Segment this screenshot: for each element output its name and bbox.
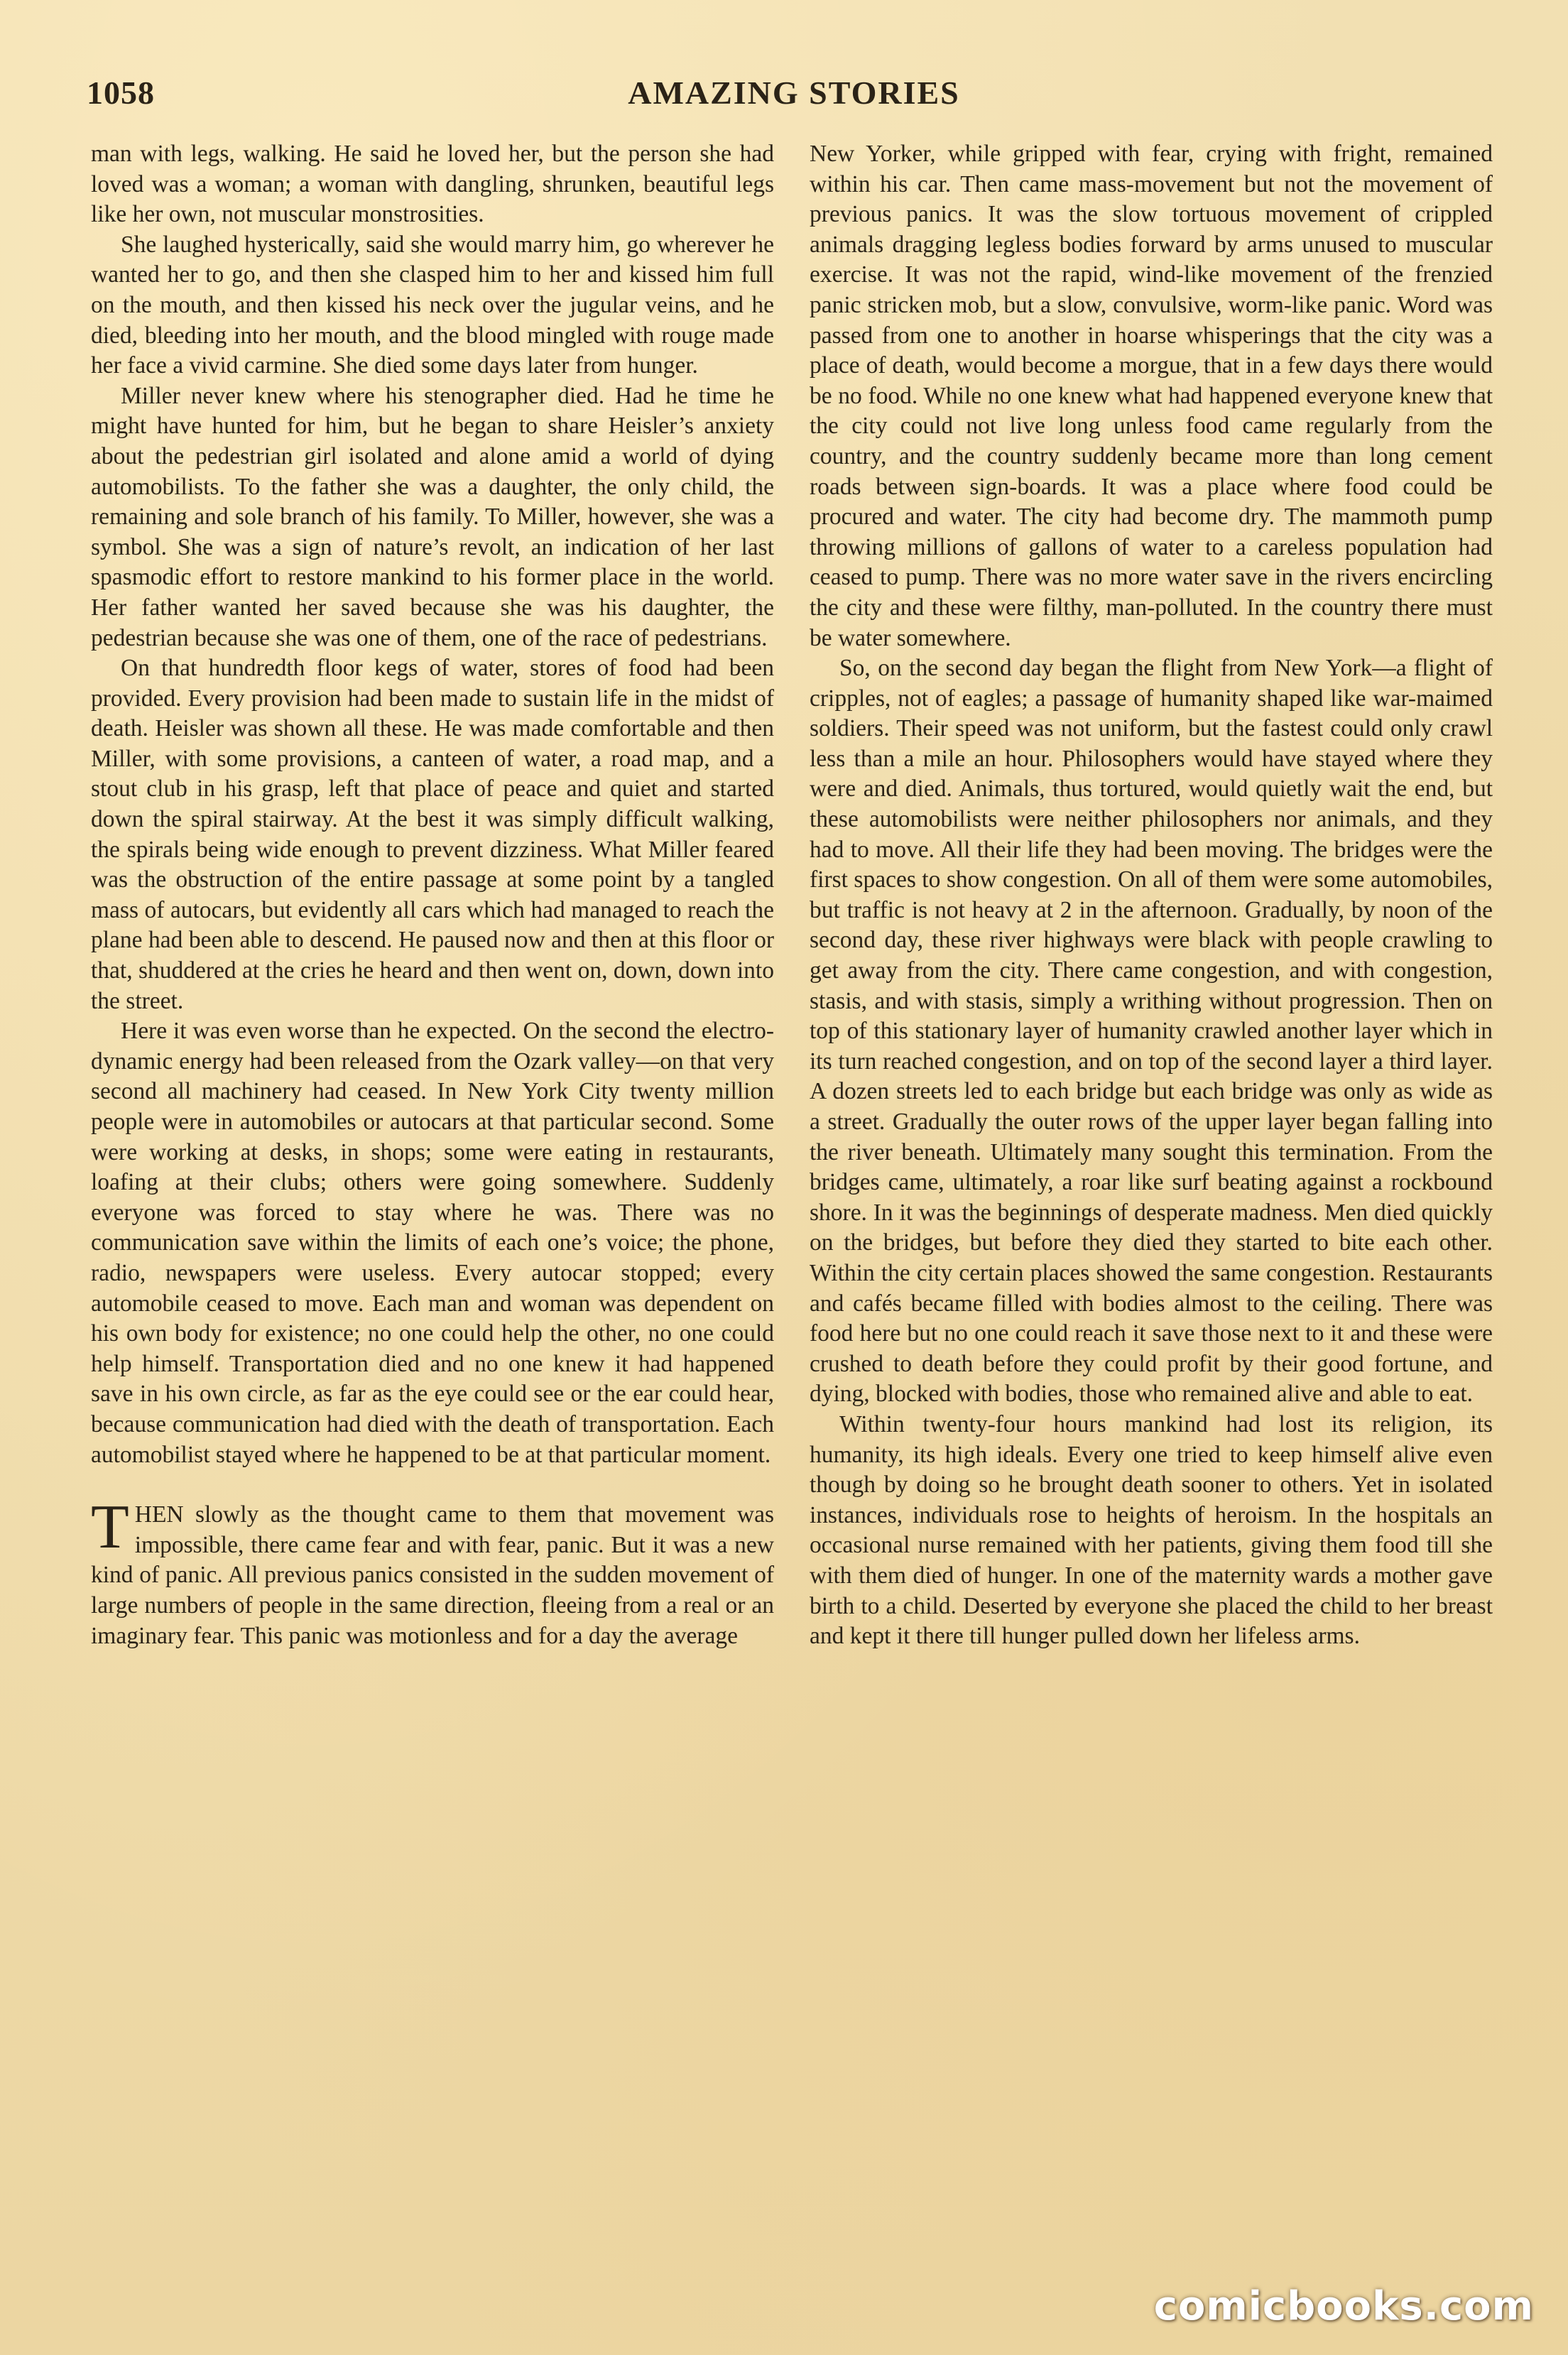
paragraph: New Yorker, while gripped with fear, crying with fright, remained within his car. Then came mass-movement but not the movement of previous panics. It was the slow tortuous movement of crippled animals dragging legless bodies forward by arms unused to muscular exercise. It was not the rapid, wind-like movement of the frenzied panic stricken mob, but a slow, convulsive, worm-like panic. Word was passed from one to another in hoarse whisperings that the city was a place of death, would become a morgue, that in a few days there would be no food. While no one knew what had happened everyone knew that the city could not live long unless food came regularly from the country, and the country suddenly became more than long cement roads between sign-boards. It was a place where food could be procured and water. The city had become dry. The mammoth pump throwing millions of gallons of water to a careless population had ceased to pump. There was no more water save in the rivers encircling the city and these were filthy, man-polluted. In the country there must be water somewhere. xyxy=(810,141,1493,651)
paragraph: On that hundredth floor kegs of water, stores of food had been provided. Every provision had been made to sustain life in the midst of death. Heisler was shown all these. He was made comfortable and then Miller, with some provisions, a canteen of water, a road map, and a stout club in his grasp, left that place of peace and quiet and started down the spiral stairway. At the best it was simply difficult walking, the spirals being wide enough to prevent dizziness. What Miller feared was the obstruction of the entire passage at some point by a tangled mass of autocars, but evidently all cars which had managed to reach the plane had been able to descend. He paused now and then at this floor or that, shuddered at the cries he heard and then went on, down, down into the street. xyxy=(91,655,774,1014)
right-column xyxy=(810,139,1493,1652)
left-column xyxy=(91,139,774,1651)
drop-cap: T xyxy=(91,1493,129,1562)
paragraph: She laughed hysterically, said she would marry him, go wherever he wanted her to go, and then she clasped him to her and kissed him full on the mouth, and then kissed his neck over the jugular veins, and he died, bleeding into her mouth, and the blood mingled with rouge made her face a vivid carmine. She died some days later from hunger. xyxy=(91,231,774,379)
paragraph: Within twenty-four hours mankind had lost its religion, its humanity, its high ideals. Every one tried to keep himself alive even though by doing so he brought death sooner to others. Yet in isolated instances, individuals rose to heights of heroism. In the hospitals an occasional nurse remained with her patients, giving them food till she with them died of hunger. In one of the maternity wards a mother gave birth to a child. Deserted by everyone she placed the child to her breast and kept it there till hunger pulled down her lifeless arms. xyxy=(810,1410,1493,1650)
running-title: AMAZING STORIES xyxy=(628,75,960,111)
paragraph: Here it was even worse than he expected. On the second the electro-dynamic energy had been released from the Ozark valley—on that very second all machinery had ceased. In New York City twenty million people were in automobiles or autocars at that particular second. Some were working at desks, in shops; some were eating in restaurants, loafing at their clubs; others were going somewhere. Suddenly everyone was forced to stay where he was. There was no communication save within the limits of each one’s voice; the phone, radio, newspapers were useless. Every autocar stopped; every automobile ceased to move. Each man and woman was dependent on his own body for existence; no one could help the other, no one could help himself. Transportation died and no one knew it had happened save in his own circle, as far as the eye could see or the ear could hear, because communication had died with the death of transportation. Each automobilist stayed where he happened to be at that particular moment. xyxy=(91,1018,774,1468)
paragraph: Miller never knew where his stenographer died. Had he time he might have hunted for him, but he began to share Heisler’s anxiety about the pedestrian girl isolated and alone amid a world of dying automobilists. To the father she was a daughter, the only child, the remaining and sole branch of his family. To Miller, however, she was a symbol. She was a sign of nature’s revolt, an indication of her last spasmodic effort to restore mankind to his former place in the world. Her father wanted her saved because she was his daughter, the pedestrian because she was one of them, one of the race of pedestrians. xyxy=(91,382,774,651)
paragraph: So, on the second day began the flight from New York—a flight of cripples, not of eagles; a passage of humanity shaped like war-maimed soldiers. Their speed was not uniform, but the fastest could only crawl less than a mile an hour. Philosophers would have stayed where they were and died. Animals, thus tortured, would quietly wait the end, but these automobilists were neither philosophers nor animals, and they had to move. All their life they had been moving. The bridges were the first spaces to show congestion. On all of them were some automobiles, but traffic is not heavy at 2 in the afternoon. Gradually, by noon of the second day, these river highways were black with people crawling to get away from the city. There came congestion, and with congestion, stasis, and with stasis, simply a writhing without progression. Then on top of this stationary layer of humanity crawled another layer which in its turn reached congestion, and on top of the second layer a third layer. A dozen streets led to each bridge but each bridge was only as wide as a street. Gradually the outer rows of the upper layer began falling into the river beneath. Ultimately many sought this termination. From the bridges came, ultimately, a roar like surf beating against a rockbound shore. In it was the beginnings of desperate madness. Men died quickly on the bridges, but before they died they started to bite each other. Within the city certain places showed the same congestion. Restaurants and cafés became filled with bodies almost to the ceiling. There was food here but no one could reach it save those next to it and these were crushed to death before they could profit by their good fortune, and dying, blocked with bodies, those who remained alive and able to eat. xyxy=(810,655,1493,1408)
page-number: 1058 xyxy=(87,75,155,111)
watermark: comicbooks.com xyxy=(1153,2283,1534,2329)
dropcap-paragraph xyxy=(91,1493,774,1651)
dropcap-paragraph-text: HEN slowly as the thought came to them that movement was impossible, there came fear and with fear, panic. But it was a new kind of panic. All previous panics consisted in the sudden movement of large numbers of people in the same direction, fleeing from a real or an imaginary fear. This panic was motionless and for a day the average xyxy=(91,1501,774,1649)
page-header xyxy=(87,74,1501,124)
paragraph: man with legs, walking. He said he loved her, but the person she had loved was a woman; a woman with dangling, shrunken, beautiful legs like her own, not muscular monstrosities. xyxy=(91,141,774,228)
